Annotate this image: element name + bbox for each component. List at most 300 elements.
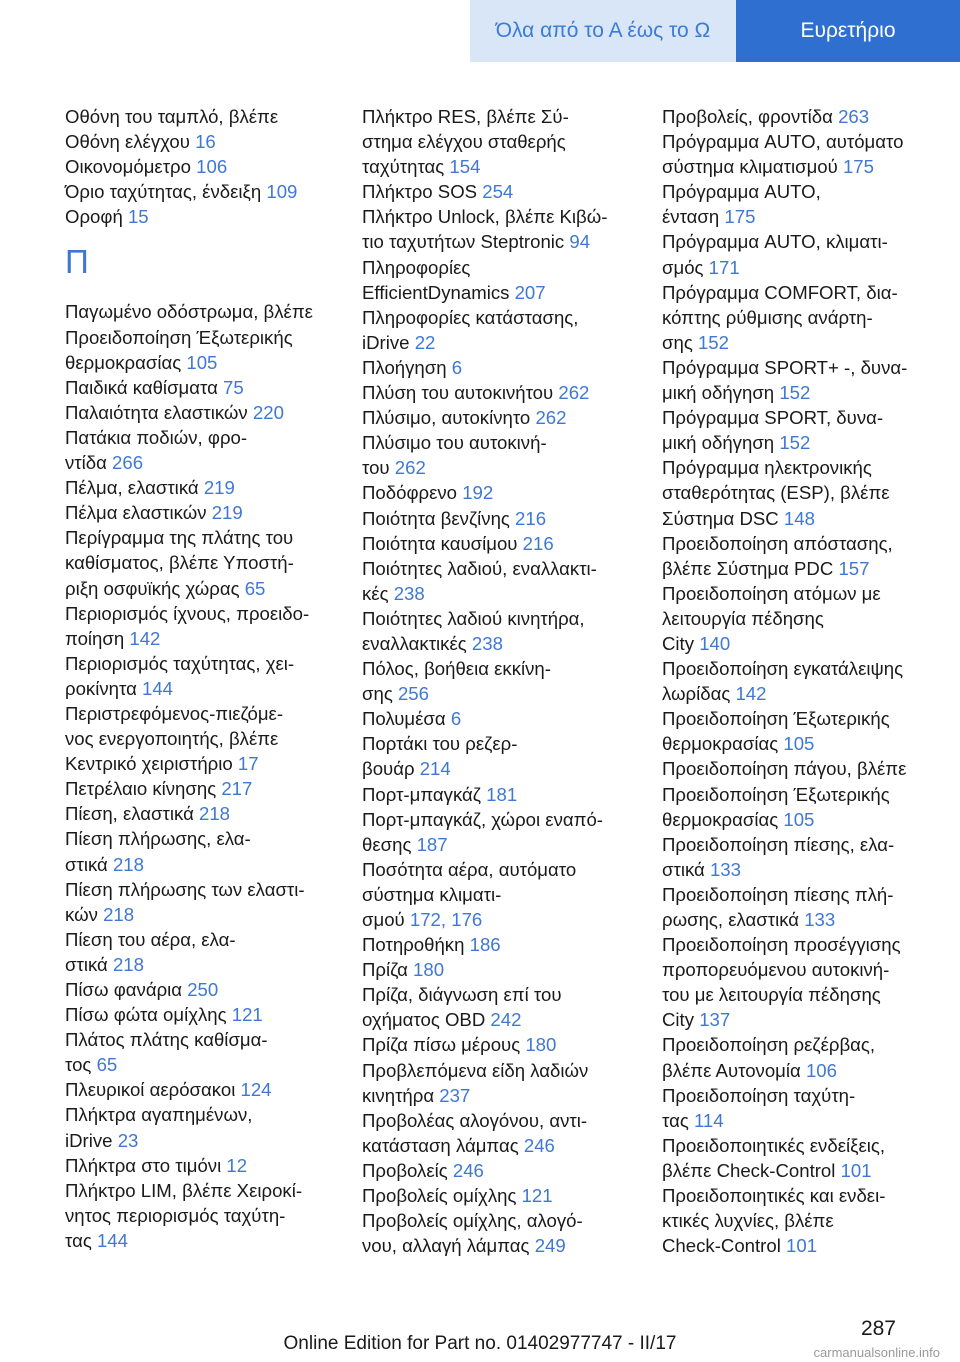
index-entry-text: Πλήκτρο LIM, βλέπε Χειροκί- [65,1179,303,1201]
index-entry-line [362,255,637,280]
page-reference-link[interactable]: 180 [413,959,445,981]
index-entry [362,1208,637,1258]
index-entry-line [362,531,637,556]
index-entry [662,756,937,831]
page-reference-link[interactable]: 144 [96,1229,128,1251]
index-entry-line [65,952,340,977]
index-entry-text: θερμοκρασίας [662,808,784,830]
index-entry-line [662,556,937,581]
index-entry-line [362,1208,637,1233]
page-reference-link[interactable]: 254 [482,181,514,203]
index-entry-text: στημα ελέγχου σταθερής [362,131,566,153]
page-reference-link[interactable]: 219 [211,502,243,524]
index-entry-text: κές [362,582,394,604]
index-entry [65,977,340,1002]
index-entry-text: Πρίζα, διάγνωση επί του [362,984,562,1006]
index-entry-line [65,601,340,626]
index-entry [362,204,637,254]
index-entry-line [362,1233,637,1258]
page-reference-link[interactable]: 214 [419,758,451,780]
index-entry-line [65,104,340,129]
page-reference-link[interactable]: 121 [231,1004,263,1026]
page-reference-link[interactable]: 101 [786,1235,818,1257]
page-reference-link[interactable]: 154 [449,156,481,178]
page-reference-link[interactable]: 175 [724,206,756,228]
index-entry-line [662,882,937,907]
page-reference-link[interactable]: 142 [129,627,161,649]
index-entry-line [65,877,340,902]
index-entry-line [662,405,937,430]
index-entry-text: Περιστρεφόμενος-πιεζόμε- [65,702,284,724]
index-entry-line [662,782,937,807]
index-entry-text: Προβολέας αλογόνου, αντι- [362,1109,588,1131]
index-entry [65,877,340,927]
page-reference-link[interactable]: 186 [469,934,501,956]
index-entry-line [662,1032,937,1057]
page-reference-link[interactable]: 157 [838,557,870,579]
index-entry-text: Οικονομόμετρο [65,156,197,178]
index-entry-line [662,154,937,179]
index-entry-line [362,706,637,731]
page-reference-link[interactable]: 262 [535,407,567,429]
index-entry [362,982,637,1032]
index-entry [362,1058,637,1108]
index-entry [65,1153,340,1178]
index-entry-line [362,455,637,480]
page-reference-link[interactable]: 121 [521,1185,553,1207]
index-entry-line [662,330,937,355]
index-entry-line [362,1108,637,1133]
index-entry-text: Πρόγραμμα AUTO, κλιματι- [662,231,888,253]
index-entry [362,179,637,204]
page-reference-link[interactable]: 94 [569,231,591,253]
index-entry-line [65,525,340,550]
index-entry-line [662,832,937,857]
page-reference-link[interactable]: 144 [141,677,174,699]
index-entry-text: Πόλος, βοήθεια εκκίνη- [362,658,551,680]
page-reference-link[interactable]: 65 [244,577,266,599]
index-entry-text: Παιδικά καθίσματα [65,376,224,398]
index-entry [362,932,637,957]
index-entry [65,826,340,876]
index-entry-line [65,1002,340,1027]
index-entry [662,1032,937,1082]
index-entry-text: Προειδοποίηση εγκατάλειψης [662,658,904,680]
page-reference-link[interactable]: 218 [199,803,231,825]
index-entry-text: προπορευόμενου αυτοκινή- [662,959,890,981]
index-section-letter: Π [65,243,89,281]
index-entry-line [65,204,340,229]
page-reference-link[interactable]: 171 [708,256,740,278]
index-entry-text: βλέπε Αυτονομία [662,1059,806,1081]
page-reference-link[interactable]: 152 [697,331,729,353]
index-entry-text: κατάσταση λάμπας [362,1134,524,1156]
index-entry-text: Προειδοποίηση ταχύτη- [662,1084,856,1106]
index-entry-text: σης [362,683,398,705]
index-entry-line [662,1108,937,1133]
index-entry-text: θερμοκρασίας [65,351,187,373]
page-reference-link[interactable]: 75 [223,376,244,398]
index-entry-text: Ποδόφρενο [362,482,463,504]
index-entry-text: Ποιότητα βενζίνης [362,507,516,529]
page-reference-link[interactable]: 180 [525,1034,557,1056]
index-entry-text: Προειδοποίηση πάγου, βλέπε [662,758,907,780]
page-reference-link[interactable]: 217 [221,778,253,800]
index-entry [362,731,637,781]
index-entry-line [362,1133,637,1158]
page-reference-link[interactable]: 6 [451,356,463,378]
index-entry-text: ταχύτητας [362,156,450,178]
page-reference-link[interactable]: 106 [805,1059,837,1081]
index-entry-line [65,1077,340,1102]
page-reference-link[interactable]: 101 [840,1159,872,1181]
index-entry [65,776,340,801]
index-entry [362,531,637,556]
index-entry [662,405,937,455]
index-entry-text: Πρόγραμμα SPORT+ -, δυνα- [662,356,908,378]
index-entry-line [662,229,937,254]
page-reference-link[interactable]: 175 [842,156,874,178]
page-reference-link[interactable]: 22 [414,331,436,353]
page-reference-link[interactable]: 106 [196,156,228,178]
index-entry-line [662,1058,937,1083]
index-entry-line [65,425,340,450]
page-reference-link[interactable]: 133 [709,858,741,880]
page-reference-link[interactable]: 192 [462,482,494,504]
index-entry-line [362,1158,637,1183]
index-entry-text: θεσης [362,833,417,855]
index-entry-text: Όριο ταχύτητας, ένδειξη [65,181,267,203]
index-entry-line [662,857,937,882]
page-reference-link[interactable]: 105 [783,808,815,830]
index-entry-line [362,154,637,179]
index-entry-text: τας [65,1229,97,1251]
index-entry-text: Πίεση του αέρα, ελα- [65,928,236,950]
page-reference-link[interactable]: 16 [195,131,216,153]
index-entry-text: του [362,457,395,479]
page-reference-link[interactable]: 187 [416,833,448,855]
index-entry [65,204,340,229]
index-entry-line [362,882,637,907]
index-entry [65,1027,340,1077]
page-header [0,0,960,62]
index-entry-text: του με λειτουργία πέδησης [662,984,881,1006]
index-entry-line [65,651,340,676]
section-tab-index: Ευρετήριο [736,0,960,62]
index-entry-text: Πίεση, ελαστικά [65,803,199,825]
index-entry-line [362,405,637,430]
index-entry-text: Πίεση πλήρωσης, ελα- [65,828,251,850]
page-reference-link[interactable]: 262 [394,457,426,479]
index-entry-text: Προειδοποιητικές ενδείξεις, [662,1134,885,1156]
index-entry-text: Πορτ-μπαγκάζ [362,783,487,805]
index-entry-text: Πληροφορίες [362,256,471,278]
index-entry-line [662,631,937,656]
index-entry [65,475,340,500]
index-entry-text: σύστημα κλιματι- [362,883,502,905]
index-entry [362,1158,637,1183]
index-entry-line [65,1203,340,1228]
index-entry-line [362,731,637,756]
index-entry-line [362,380,637,405]
page-reference-link[interactable]: 15 [127,206,149,228]
index-entry-text: ροκίνητα [65,677,142,699]
index-entry-text: Πέλμα, ελαστικά [65,477,204,499]
index-entry-text: Πλοήγηση [362,356,452,378]
index-entry-text: Ποτηροθήκη [362,934,470,956]
edition-note: Online Edition for Part no. 01402977747 - II/17 [283,1333,677,1354]
index-entry-line [362,355,637,380]
index-entry-text: Οθόνη του ταμπλό, βλέπε [65,106,279,127]
index-entry-text: Πρίζα [362,959,414,981]
index-entry-text: βλέπε Check-Control [662,1159,841,1181]
index-entry [662,882,937,932]
page-reference-link[interactable]: 218 [112,853,144,875]
index-entry-text: Πολυμέσα [362,708,451,730]
page-reference-link[interactable]: 237 [439,1084,471,1106]
page-reference-link[interactable]: 262 [558,382,590,404]
index-entry [362,656,637,706]
index-entry-text: νος ενεργοποιητής, βλέπε [65,728,279,750]
index-entry-line [65,1052,340,1077]
index-entry-line [362,957,637,982]
index-entry-text: Προειδοποίηση Έξωτερικής [662,708,890,730]
index-entry-text: Προειδοποιητικές και ενδει- [662,1185,886,1207]
page-reference-link[interactable]: 242 [490,1009,522,1031]
page-reference-link[interactable]: 181 [486,783,518,805]
page-reference-link[interactable]: 246 [452,1159,484,1181]
index-entry-line [65,826,340,851]
index-entry [662,581,937,656]
index-entry [662,706,937,756]
index-entry [362,957,637,982]
index-entry-text: κών [65,903,104,925]
index-entry-line [65,751,340,776]
index-entry-line [65,1228,340,1253]
index-entry-text: βλέπε Σύστημα PDC [662,557,839,579]
index-entry-line [662,606,937,631]
index-entry-line [65,475,340,500]
page-reference-link[interactable]: 218 [112,953,144,975]
index-entry-text: Πλύσιμο, αυτοκίνητο [362,407,536,429]
page-reference-link[interactable]: 263 [838,106,870,127]
index-entry-text: Πέλμα ελαστικών [65,502,212,524]
page-reference-link[interactable]: 172, 176 [409,909,483,930]
index-entry-line [362,907,637,932]
page-reference-link[interactable]: 238 [471,632,503,654]
index-entry-line [65,1128,340,1153]
page-reference-link[interactable]: 140 [699,632,731,654]
index-entry [65,1077,340,1102]
index-entry [362,556,637,606]
index-entry-line [662,907,937,932]
index-entry-text: Πλήκτρο SOS [362,181,483,203]
index-entry-line [662,1133,937,1158]
index-entry [662,1083,937,1133]
index-entry-text: στικά [65,953,113,975]
page-reference-link[interactable]: 220 [252,401,284,423]
index-entry-text: ριξη οσφυϊκής χώρας [65,577,245,599]
page-reference-link[interactable]: 109 [266,181,298,203]
index-entry [65,400,340,425]
page-reference-link[interactable]: 216 [522,532,554,554]
index-entry-text: Προειδοποίηση ατόμων με [662,582,881,604]
index-entry-line [362,932,637,957]
index-entry-text: στικά [662,858,710,880]
index-entry-line [362,104,637,129]
index-entry-text: σταθερότητας (ESP), βλέπε [662,482,890,504]
index-entry [362,506,637,531]
index-entry [662,832,937,882]
index-entry-text: Πρόγραμμα AUTO, [662,181,821,203]
index-entry-line [362,807,637,832]
index-entry-text: Πρόγραμμα AUTO, αυτόματο [662,131,904,153]
index-column-3 [662,104,937,1258]
index-entry-text: Προειδοποίηση Έξωτερικής [65,326,293,348]
index-entry-text: iDrive [65,1129,118,1151]
page-reference-link[interactable]: 249 [534,1235,566,1257]
index-entry [362,255,637,305]
index-entry-line [662,305,937,330]
index-entry-text: Πορτάκι του ρεζερ- [362,733,518,755]
index-entry-line [362,656,637,681]
page-reference-link[interactable]: 219 [203,477,235,499]
index-entry-line [65,400,340,425]
index-entry-text: ένταση [662,206,725,228]
index-entry-line [662,179,937,204]
index-entry-text: λωρίδας [662,683,736,705]
index-entry-line [362,179,637,204]
index-entry-text: Προβολείς ομίχλης, αλογό- [362,1210,583,1232]
index-entry-text: τιο ταχυτήτων Steptronic [362,231,570,253]
index-entry-text: σης [662,331,698,353]
index-entry [65,104,340,154]
index-entry-line [65,1178,340,1203]
page-reference-link[interactable]: 238 [393,582,425,604]
index-entry [65,1002,340,1027]
index-entry-text: Check-Control [662,1235,787,1257]
index-entry [662,1133,937,1183]
index-entry [662,1183,937,1258]
page-reference-link[interactable]: 216 [515,507,547,529]
index-entry-text: Προειδοποίηση προσέγγισης [662,934,901,956]
index-entry-text: Πετρέλαιο κίνησης [65,778,222,800]
page-reference-link[interactable]: 12 [226,1154,248,1176]
page-reference-link[interactable]: 256 [397,683,429,705]
page-reference-link[interactable]: 246 [523,1134,555,1156]
index-entry-text: Προειδοποίηση ρεζέρβας, [662,1034,876,1056]
index-entry-line [662,1158,937,1183]
index-entry [362,1032,637,1057]
index-entry [662,656,937,706]
index-entry [65,375,340,400]
index-entry-text: ποίηση [65,627,130,649]
index-entry-line [65,550,340,575]
index-entry-text: λειτουργία πέδησης [662,607,824,629]
page-reference-link[interactable]: 148 [783,507,815,529]
page-reference-link[interactable]: 65 [96,1054,118,1076]
index-entry-line [65,576,340,601]
index-entry-line [362,832,637,857]
index-entry-text: Πλύσιμο του αυτοκινή- [362,432,547,454]
index-entry-text: Περιορισμός ίχνους, προειδο- [65,602,310,624]
page-reference-link[interactable]: 17 [237,753,259,775]
page-reference-link[interactable]: 250 [187,979,219,1000]
index-entry [362,1183,637,1208]
index-entry-text: Πρόγραμμα SPORT, δυνα- [662,407,884,429]
page-reference-link[interactable]: 137 [699,1009,731,1031]
index-entry-line [65,1102,340,1127]
index-entry-text: Πλήκτρο Unlock, βλέπε Κιβώ- [362,206,608,228]
index-entry-text: Ποιότητα καυσίμου [362,532,523,554]
index-entry-line [65,179,340,204]
page-reference-link[interactable]: 152 [779,382,811,404]
index-entry-line [662,506,937,531]
page-reference-link[interactable]: 142 [735,683,767,705]
index-entry-text: Πίεση πλήρωσης των ελαστι- [65,878,305,900]
index-entry [362,430,637,480]
index-entry-text: Προειδοποίηση απόστασης, [662,532,893,554]
index-column-1 [65,104,340,1253]
index-entry [362,606,637,656]
page-reference-link[interactable]: 133 [804,909,836,930]
index-entry-line [662,706,937,731]
index-entry-text: καθίσματος, βλέπε Υποστή- [65,552,294,574]
index-entry [65,701,340,776]
index-entry-line [362,1183,637,1208]
index-entry-text: Σύστημα DSC [662,507,784,529]
index-entry [65,179,340,204]
index-entry-line [65,1153,340,1178]
index-entry-text: iDrive [362,331,415,353]
page-reference-link[interactable]: 105 [186,351,218,373]
page-reference-link[interactable]: 114 [693,1109,724,1131]
page-reference-link[interactable]: 105 [783,733,815,755]
page-reference-link[interactable]: 207 [514,281,546,303]
index-entry-text: Προειδοποίηση Έξωτερικής [662,783,890,805]
index-entry-line [662,480,937,505]
index-entry-text: Περιορισμός ταχύτητας, χει- [65,652,295,674]
index-entry-line [65,776,340,801]
index-entry-text: Πρίζα πίσω μέρους [362,1034,526,1056]
index-entry-text: Οροφή [65,206,128,228]
index-entry-text: EfficientDynamics [362,281,515,303]
index-entry-text: οχήματος OBD [362,1009,491,1031]
index-entry-line [662,731,937,756]
index-entry-line [362,1007,637,1032]
page-reference-link[interactable]: 23 [117,1129,139,1151]
index-entry [662,355,937,405]
index-entry-text: Προβολείς ομίχλης [362,1185,522,1207]
index-entry [65,1102,340,1152]
page-reference-link[interactable]: 152 [779,432,811,454]
index-entry [362,706,637,731]
index-entry-text: σμού [362,909,410,930]
page-reference-link[interactable]: 218 [103,903,135,925]
index-entry [65,651,340,701]
page-reference-link[interactable]: 266 [112,452,144,474]
index-entry [662,104,937,129]
page-reference-link[interactable]: 124 [240,1079,272,1101]
index-entry-line [362,506,637,531]
index-entry-line [362,229,637,254]
page-reference-link[interactable]: 6 [450,708,462,730]
index-entry-text: Παλαιότητα ελαστικών [65,401,253,423]
index-entry-text: Πλήκτρα στο τιμόνι [65,1154,227,1176]
index-entry-text: τος [65,1054,97,1076]
index-entry-text: Πρόγραμμα COMFORT, δια- [662,281,898,303]
index-entry [362,104,637,179]
